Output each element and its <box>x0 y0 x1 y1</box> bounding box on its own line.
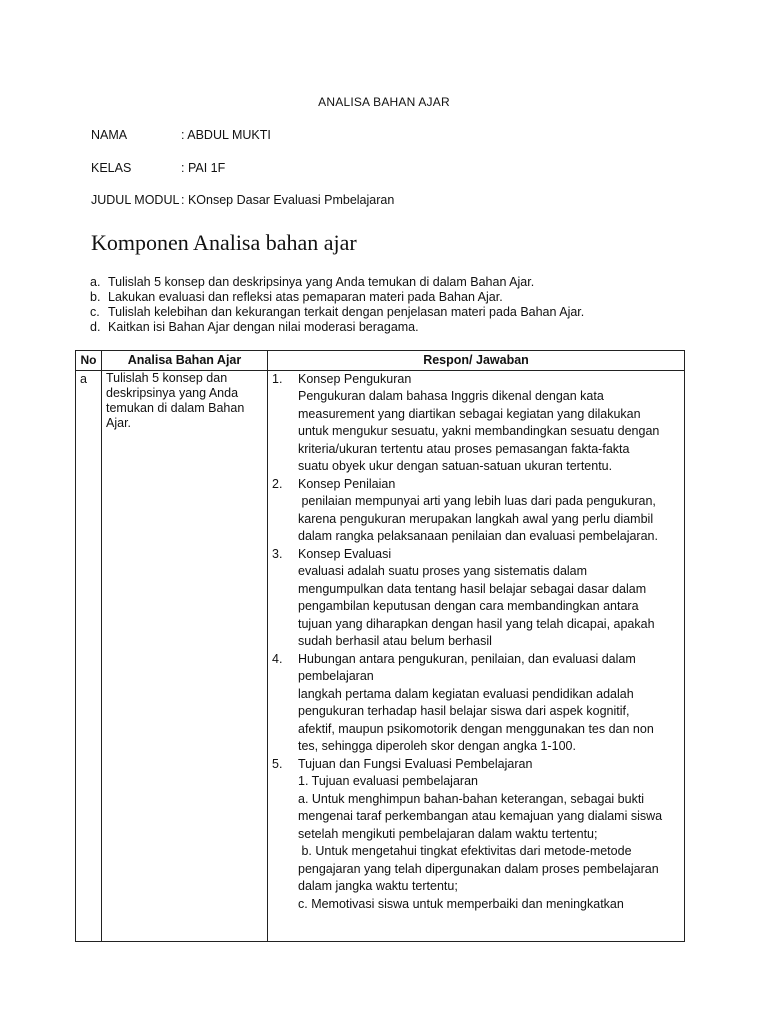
task-item <box>90 290 584 305</box>
task-text: Lakukan evaluasi dan refleksi atas pemaparan materi pada Bahan Ajar. <box>108 290 503 304</box>
meta-value: : PAI 1F <box>181 161 226 175</box>
response-line: kriteria/ukuran tertentu atau proses pemasangan fakta-fakta <box>298 441 630 456</box>
table-header-row <box>76 351 685 371</box>
response-body <box>298 546 680 651</box>
response-line: c. Memotivasi siswa untuk memperbaiki dan meningkatkan <box>298 896 624 911</box>
response-line: penilaian mempunyai arti yang lebih luas dari pada pengukuran, <box>298 494 656 508</box>
task-letter: b. <box>90 290 101 304</box>
response-line: sudah berhasil atau belum berhasil <box>298 634 492 648</box>
response-line: pembelajaran <box>298 669 374 683</box>
analysis-table <box>75 350 685 942</box>
response-number: 1. <box>272 371 283 386</box>
response-line: 1. Tujuan evaluasi pembelajaran <box>298 774 478 788</box>
response-body <box>298 651 680 756</box>
meta-value: : ABDUL MUKTI <box>181 128 271 142</box>
meta-row-judul-modul <box>91 193 394 207</box>
response-title: Hubungan antara pengukuran, penilaian, dan evaluasi dalam <box>298 651 636 666</box>
task-list <box>90 275 584 335</box>
response-body <box>298 476 680 546</box>
response-line: langkah pertama dalam kegiatan evaluasi pendidikan adalah <box>298 686 634 701</box>
task-text: Tulislah kelebihan dan kekurangan terkait dengan penjelasan materi pada Bahan Ajar. <box>108 305 585 319</box>
response-item <box>272 756 680 914</box>
response-line: karena pengukuran merupakan langkah awal yang perlu diambil <box>298 511 654 526</box>
cell-respon <box>268 370 685 941</box>
header-no: No <box>76 351 102 371</box>
response-line: tes, sehingga diperoleh skor dengan angka 1-100. <box>298 739 576 753</box>
response-line: pengukuran terhadap hasil belajar siswa dari aspek kognitif, <box>298 704 630 718</box>
header-analisa: Analisa Bahan Ajar <box>102 351 268 371</box>
header-respon: Respon/ Jawaban <box>268 351 685 371</box>
cell-analisa: Tulislah 5 konsep dan deskripsinya yang Anda temukan di dalam Bahan Ajar. <box>102 370 268 941</box>
response-line: dalam rangka pelaksanaan penilaian dan evaluasi pembelajaran. <box>298 529 658 543</box>
response-line: pengambilan keputusan dengan cara membandingkan antara <box>298 599 639 613</box>
task-letter: d. <box>90 320 101 334</box>
response-number: 3. <box>272 546 283 561</box>
task-item <box>90 275 584 290</box>
response-number: 2. <box>272 476 283 491</box>
cell-no: a <box>76 370 102 941</box>
response-line: afektif, maupun psikomotorik dengan menggunakan tes dan non <box>298 721 654 736</box>
meta-value: : KOnsep Dasar Evaluasi Pmbelajaran <box>181 193 395 207</box>
meta-label: KELAS <box>91 161 132 175</box>
task-letter: c. <box>90 305 100 319</box>
meta-label: NAMA <box>91 128 128 142</box>
response-line: a. Untuk menghimpun bahan-bahan keterangan, sebagai bukti <box>298 791 645 806</box>
task-letter: a. <box>90 275 101 289</box>
response-title: Konsep Evaluasi <box>298 546 392 561</box>
response-item <box>272 371 680 476</box>
meta-row-nama <box>91 128 271 142</box>
response-line: Pengukuran dalam bahasa Inggris dikenal dengan kata <box>298 389 604 403</box>
response-line: suatu obyek ukur dengan satuan-satuan ukuran tertentu. <box>298 459 613 473</box>
response-title: Konsep Penilaian <box>298 476 396 491</box>
response-line: pengajaran yang telah dipergunakan dalam proses pembelajaran <box>298 861 659 876</box>
response-title: Tujuan dan Fungsi Evaluasi Pembelajaran <box>298 756 533 771</box>
response-line: measurement yang diartikan sebagai kegiatan yang dilakukan <box>298 406 641 421</box>
response-line: mengenai taraf perkembangan atau kemajuan yang dialami siswa <box>298 809 663 823</box>
response-number: 4. <box>272 651 283 666</box>
response-line: b. Untuk mengetahui tingkat efektivitas dari metode-metode <box>298 844 632 858</box>
response-item <box>272 546 680 651</box>
response-body <box>298 756 680 914</box>
table-row <box>76 370 685 941</box>
response-line: mengumpulkan data tentang hasil belajar sebagai dasar dalam <box>298 581 647 596</box>
response-list <box>272 371 680 914</box>
response-body <box>298 371 680 476</box>
document-title: ANALISA BAHAN AJAR <box>318 95 450 109</box>
response-item <box>272 651 680 756</box>
response-line: untuk mengukur sesuatu, yakni membandingkan sesuatu dengan <box>298 424 660 438</box>
task-item <box>90 320 584 335</box>
response-line: setelah mengikuti pembelajaran dalam waktu tertentu; <box>298 826 598 841</box>
task-text: Tulislah 5 konsep dan deskripsinya yang Anda temukan di dalam Bahan Ajar. <box>108 275 535 289</box>
response-title: Konsep Pengukuran <box>298 371 412 386</box>
response-item <box>272 476 680 546</box>
response-line: dalam jangka waktu tertentu; <box>298 879 458 893</box>
task-item <box>90 305 584 320</box>
section-heading: Komponen Analisa bahan ajar <box>91 230 357 255</box>
task-text: Kaitkan isi Bahan Ajar dengan nilai moderasi beragama. <box>108 320 419 334</box>
response-line: evaluasi adalah suatu proses yang sistematis dalam <box>298 564 588 578</box>
response-number: 5. <box>272 756 283 771</box>
meta-label: JUDUL MODUL <box>91 193 180 207</box>
meta-row-kelas <box>91 161 225 175</box>
response-line: tujuan yang diharapkan dengan hasil yang telah dicapai, apakah <box>298 616 655 631</box>
